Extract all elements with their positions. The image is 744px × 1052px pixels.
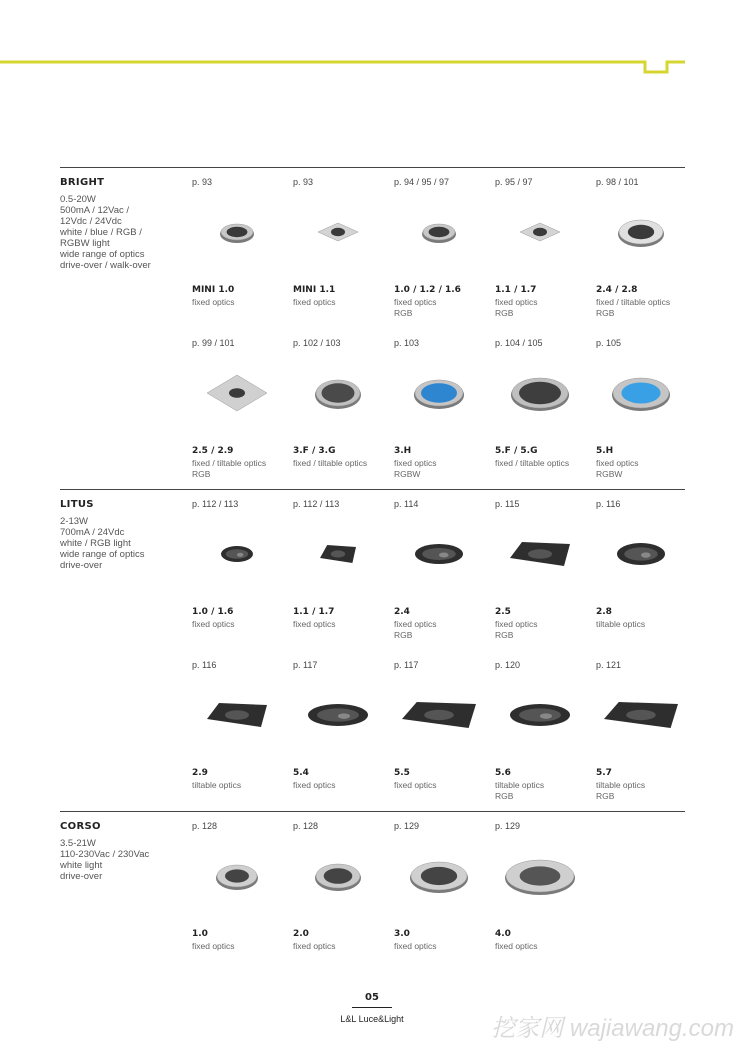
product-card[interactable] [596, 499, 696, 659]
product-image [394, 358, 484, 428]
description-line: fixed / tiltable optics [192, 458, 267, 468]
model-description [394, 297, 437, 318]
page-number: 05 [365, 992, 379, 1003]
product-image [293, 841, 383, 911]
spec-line: white / blue / RGB / [60, 227, 142, 238]
model-description [394, 458, 437, 479]
page-reference[interactable]: p. 121 [596, 660, 622, 670]
spec-line: 700mA / 24Vdc [60, 527, 125, 538]
page-reference[interactable]: p. 94 / 95 / 97 [394, 177, 450, 187]
family-name: CORSO [60, 821, 101, 832]
model-name: 1.0 / 1.6 [192, 607, 234, 617]
description-line: tiltable optics [192, 780, 242, 790]
product-card[interactable] [293, 821, 393, 981]
description-line: fixed optics [394, 780, 437, 790]
product-image [495, 841, 585, 911]
description-line: fixed optics [293, 780, 336, 790]
model-description [293, 619, 336, 630]
description-line: tiltable optics [596, 780, 646, 790]
accent-line [0, 0, 744, 80]
model-description [394, 619, 437, 640]
page-reference[interactable]: p. 114 [394, 499, 419, 509]
page-reference[interactable]: p. 99 / 101 [192, 338, 235, 348]
model-name: 5.4 [293, 768, 309, 778]
model-description [596, 297, 670, 318]
description-line: fixed optics [293, 297, 336, 307]
family-info [60, 821, 180, 882]
model-name: 2.4 / 2.8 [596, 285, 638, 295]
model-description [495, 297, 538, 318]
model-description [192, 458, 266, 479]
product-card[interactable] [293, 338, 393, 498]
page-reference[interactable]: p. 117 [394, 660, 419, 670]
product-image [192, 841, 282, 911]
model-name: 3.0 [394, 929, 410, 939]
model-description [192, 780, 241, 791]
model-description [596, 780, 645, 801]
product-card[interactable] [495, 177, 595, 337]
spec-line: drive-over [60, 871, 103, 882]
page-reference[interactable]: p. 95 / 97 [495, 177, 533, 187]
product-image [596, 197, 686, 267]
description-line: fixed / tiltable optics [495, 458, 570, 468]
description-line: fixed optics [192, 619, 235, 629]
description-line: fixed optics [293, 619, 336, 629]
model-description [596, 458, 639, 479]
page-reference[interactable]: p. 120 [495, 660, 521, 670]
page-reference[interactable]: p. 117 [293, 660, 318, 670]
model-description [192, 941, 235, 952]
description-line: RGBW [596, 468, 623, 479]
product-card[interactable] [394, 499, 494, 659]
spec-line: 2-13W [60, 516, 88, 527]
product-card[interactable] [495, 338, 595, 498]
model-name: 5.F / 5.G [495, 446, 538, 456]
model-name: 5.7 [596, 768, 612, 778]
model-name: 5.6 [495, 768, 511, 778]
spec-line: wide range of optics [60, 549, 145, 560]
description-line: RGB [495, 790, 514, 801]
model-description [394, 941, 437, 952]
product-image [192, 519, 282, 589]
spec-line: RGBW light [60, 238, 110, 249]
description-line: tiltable optics [495, 780, 545, 790]
product-card[interactable] [192, 660, 292, 820]
page-reference[interactable]: p. 105 [596, 338, 622, 348]
description-line: fixed optics [394, 297, 437, 307]
model-name: 2.5 [495, 607, 511, 617]
section-bright [60, 167, 685, 479]
page-reference[interactable]: p. 116 [596, 499, 621, 509]
page-reference[interactable]: p. 93 [293, 177, 314, 187]
model-name: 1.1 / 1.7 [495, 285, 537, 295]
product-card[interactable] [394, 660, 494, 820]
description-line: fixed optics [495, 941, 538, 951]
description-line: fixed / tiltable optics [596, 297, 671, 307]
spec-line: 0.5-20W [60, 194, 96, 205]
model-description [192, 297, 235, 308]
spec-line: 110-230Vac / 230Vac [60, 849, 150, 860]
page-reference[interactable]: p. 98 / 101 [596, 177, 639, 187]
model-description [293, 458, 367, 469]
product-image [596, 680, 686, 750]
page-reference[interactable]: p. 93 [192, 177, 213, 187]
page-reference[interactable]: p. 116 [192, 660, 217, 670]
description-line: RGBW [394, 468, 421, 479]
model-name: 1.0 [192, 929, 208, 939]
product-image [596, 519, 686, 589]
family-info [60, 499, 180, 571]
model-name: 2.9 [192, 768, 208, 778]
product-card[interactable] [596, 338, 696, 498]
model-description [293, 780, 336, 791]
model-name: 2.0 [293, 929, 309, 939]
product-card[interactable] [495, 821, 595, 981]
product-card[interactable] [192, 499, 292, 659]
product-card[interactable] [596, 177, 696, 337]
footer-divider [352, 1007, 392, 1008]
description-line: tiltable optics [596, 619, 646, 629]
model-description [293, 941, 336, 952]
model-name: 5.H [596, 446, 614, 456]
description-line: fixed optics [394, 619, 437, 629]
product-image [495, 358, 585, 428]
product-image [192, 197, 282, 267]
page-reference[interactable]: p. 129 [394, 821, 420, 831]
page-reference[interactable]: p. 112 / 113 [192, 499, 239, 509]
product-image [394, 841, 484, 911]
family-specs [60, 838, 180, 882]
model-description [495, 780, 544, 801]
product-card[interactable] [596, 660, 696, 820]
spec-line: 3.5-21W [60, 838, 96, 849]
product-image [394, 197, 484, 267]
product-card[interactable] [394, 338, 494, 498]
product-image [293, 680, 383, 750]
product-card[interactable] [394, 821, 494, 981]
description-line: RGB [394, 307, 413, 318]
family-specs [60, 194, 180, 271]
page-reference[interactable]: p. 103 [394, 338, 420, 348]
description-line: RGB [596, 307, 615, 318]
page-reference[interactable]: p. 128 [293, 821, 319, 831]
product-image [596, 358, 686, 428]
description-line: fixed optics [495, 619, 538, 629]
description-line: fixed optics [192, 297, 235, 307]
model-name: 3.F / 3.G [293, 446, 336, 456]
page-reference[interactable]: p. 115 [495, 499, 520, 509]
product-card[interactable] [495, 499, 595, 659]
product-image [192, 680, 282, 750]
product-card[interactable] [192, 338, 292, 498]
model-name: 2.5 / 2.9 [192, 446, 234, 456]
model-description [293, 297, 336, 308]
model-name: 1.0 / 1.2 / 1.6 [394, 285, 461, 295]
product-image [495, 197, 585, 267]
description-line: fixed / tiltable optics [293, 458, 368, 468]
product-card[interactable] [293, 499, 393, 659]
brand-name: L&L Luce&Light [340, 1014, 404, 1024]
model-description [192, 619, 235, 630]
model-name: 2.4 [394, 607, 410, 617]
model-name: MINI 1.0 [192, 285, 235, 295]
product-image [293, 358, 383, 428]
spec-line: white light [60, 860, 103, 871]
description-line: RGB [495, 307, 514, 318]
description-line: RGB [394, 629, 413, 640]
product-image [293, 519, 383, 589]
spec-line: white / RGB light [60, 538, 131, 549]
family-info [60, 177, 180, 271]
product-card[interactable] [293, 177, 393, 337]
model-name: 2.8 [596, 607, 612, 617]
spec-line: 12Vdc / 24Vdc [60, 216, 122, 227]
model-description [596, 619, 645, 630]
product-image [394, 519, 484, 589]
product-card[interactable] [293, 660, 393, 820]
product-image [495, 680, 585, 750]
description-line: fixed optics [394, 458, 437, 468]
family-name: BRIGHT [60, 177, 105, 188]
section-litus [60, 489, 685, 801]
description-line: fixed optics [596, 458, 639, 468]
section-corso [60, 811, 685, 951]
description-line: RGB [495, 629, 514, 640]
product-card[interactable] [192, 177, 292, 337]
description-line: fixed optics [293, 941, 336, 951]
description-line: fixed optics [495, 297, 538, 307]
spec-line: wide range of optics [60, 249, 145, 260]
spec-line: 500mA / 12Vac / [60, 205, 130, 216]
product-image [293, 197, 383, 267]
spec-line: drive-over [60, 560, 103, 571]
description-line: fixed optics [192, 941, 235, 951]
model-name: 4.0 [495, 929, 511, 939]
page-reference[interactable]: p. 104 / 105 [495, 338, 543, 348]
page-reference[interactable]: p. 102 / 103 [293, 338, 341, 348]
description-line: fixed optics [394, 941, 437, 951]
spec-line: drive-over / walk-over [60, 260, 151, 271]
product-image [192, 358, 282, 428]
model-description [495, 458, 569, 469]
model-description [495, 941, 538, 952]
model-name: MINI 1.1 [293, 285, 336, 295]
model-description [394, 780, 437, 791]
page-reference[interactable]: p. 112 / 113 [293, 499, 340, 509]
family-name: LITUS [60, 499, 94, 510]
product-card[interactable] [192, 821, 292, 981]
family-specs [60, 516, 180, 571]
model-name: 3.H [394, 446, 412, 456]
page-reference[interactable]: p. 128 [192, 821, 218, 831]
watermark: 挖家网 wajiawang.com [491, 1015, 734, 1042]
description-line: RGB [192, 468, 211, 479]
description-line: RGB [596, 790, 615, 801]
page-reference[interactable]: p. 129 [495, 821, 521, 831]
product-image [495, 519, 585, 589]
model-name: 1.1 / 1.7 [293, 607, 335, 617]
model-name: 5.5 [394, 768, 410, 778]
model-description [495, 619, 538, 640]
product-card[interactable] [495, 660, 595, 820]
product-card[interactable] [394, 177, 494, 337]
product-image [394, 680, 484, 750]
